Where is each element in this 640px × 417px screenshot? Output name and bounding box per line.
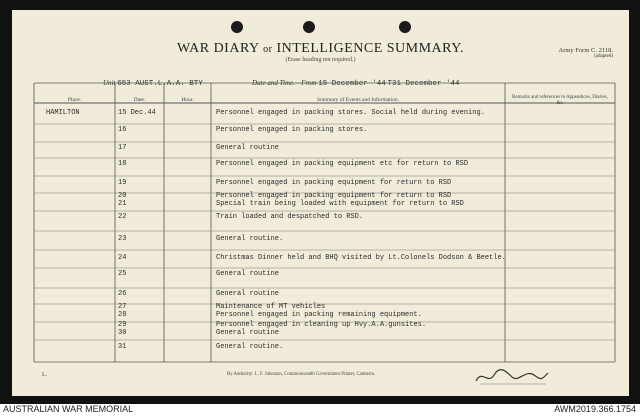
row-date: 25 [118,270,127,278]
row-date: 30 [118,329,127,337]
row-summary: General routine. [216,235,284,243]
row-summary: General routine [216,270,280,278]
army-form-label: Army Form C. 2118. [558,47,613,54]
row-date: 22 [118,213,127,221]
row-summary: Personnel engaged in packing stores. Social held during evening. [216,109,485,117]
form-subtitle: (Erase heading not required.) [285,57,356,63]
row-date: 21 [118,200,127,208]
row-summary: Personnel engaged in packing equipment etc for return to RSD [216,160,469,168]
row-summary: Maintenance of MT vehicles [216,303,326,311]
title-war-diary: WAR DIARY [176,41,260,56]
row-date: 29 [118,321,127,329]
row-summary: General routine. [216,343,284,351]
row-summary: Personnel engaged in cleaning up Hvy.A.A.gunsites. [216,321,427,329]
title-or: or [263,44,273,55]
war-diary-page [12,10,629,396]
row-date: 23 [118,235,127,243]
row-date: 28 [118,311,127,319]
column-header-hour: Hour. [181,97,194,103]
row-date: 24 [118,254,127,262]
date-from-value: 15 December '44 [318,80,386,88]
form-mark: L. [42,372,48,378]
row-summary: Special train being loaded with equipment for return to RSD [216,200,464,208]
row-date: 26 [118,290,127,298]
caption-institution: AUSTRALIAN WAR MEMORIAL [3,404,134,414]
unit-value: 653 AUST.L.A.A. BTY [117,80,203,88]
row-summary: Personnel engaged in packing remaining equipment. [216,311,422,319]
row-date: 27 [118,303,127,311]
signature-stamp [472,363,552,389]
column-header-summary: Summary of Events and Information. [316,97,400,103]
row-summary: Personnel engaged in packing equipment for return to RSD [216,192,452,200]
row-summary: General routine [216,144,280,152]
date-to-label: T [387,80,393,88]
column-header-place: Place. [67,97,82,103]
row-date: 15 Dec.44 [118,109,156,117]
row-date: 31 [118,343,127,351]
row-summary: Christmas Dinner held and BHQ visited by Lt.Colonels Dodson & Beetle. [216,254,506,262]
row-summary: General routine [216,290,280,298]
date-to-value: 31 December '44 [392,80,460,88]
row-date: 19 [118,179,127,187]
row-date: 18 [118,160,127,168]
row-summary: Train loaded and despatched to RSD. [216,213,364,221]
row-date: 20 [118,192,127,200]
caption-accession-number: AWM2019.366.1754 [554,404,636,414]
unit-label: Unit [103,79,116,87]
row-date: 17 [118,144,127,152]
row-place: HAMILTON [46,109,80,117]
army-form-adapted: (adapted) [594,54,613,59]
column-header-date: Date. [133,97,146,103]
column-header-remarks: Remarks and references to Appendices, Diaries, &c. [512,95,608,106]
title-intelligence-summary: INTELLIGENCE SUMMARY. [276,41,465,56]
printer-imprint: By Authority: L. F. Johnston, Commonwealth Government Printer, Canberra. [227,372,376,377]
row-summary: Personnel engaged in packing equipment for return to RSD [216,179,452,187]
row-date: 16 [118,126,127,134]
row-summary: Personnel engaged in packing stores. [216,126,368,134]
row-summary: General routine [216,329,280,337]
date-from-label: Date and Time.—From [252,79,317,87]
